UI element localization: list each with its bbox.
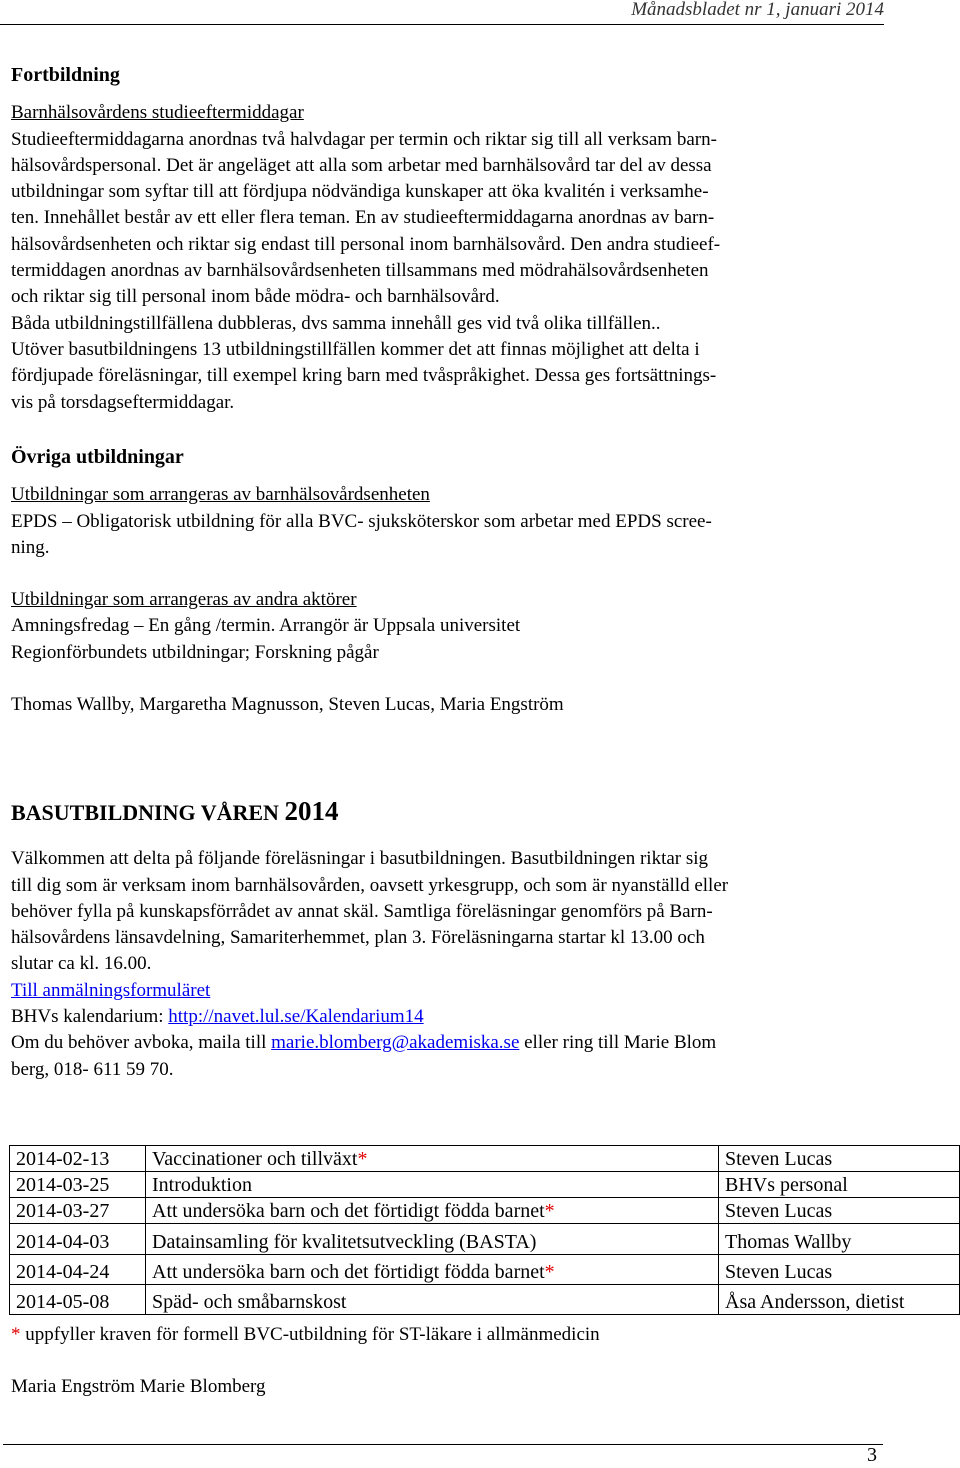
basutbildning-section bbox=[11, 798, 881, 1083]
basutbildning-line: till dig som är verksam inom barnhälsovården, oavsett yrkesgrupp, och som är nyanställd eller bbox=[11, 874, 729, 896]
footer-divider bbox=[3, 1444, 883, 1445]
requirement-star: * bbox=[544, 1261, 555, 1283]
footnote-text: uppfyller kraven för formell BVC-utbildning för ST-läkare i allmänmedicin bbox=[25, 1324, 600, 1345]
signature: Maria Engström Marie Blomberg bbox=[11, 1376, 266, 1398]
schedule-title-text: Datainsamling för kvalitetsutveckling (BASTA) bbox=[152, 1231, 537, 1253]
requirement-star: * bbox=[544, 1200, 555, 1222]
fortbildning-line: termiddagen anordnas av barnhälsovårdsenheten tillsammans med mödrahälsovårdsenheten bbox=[11, 260, 709, 282]
schedule-title bbox=[146, 1285, 719, 1315]
table-row bbox=[10, 1146, 960, 1172]
schedule-speaker: Åsa Andersson, dietist bbox=[719, 1285, 960, 1315]
schedule-title-text: Vaccinationer och tillväxt bbox=[152, 1148, 358, 1170]
fortbildning-line: hälsovårdsenheten och riktar sig endast till personal inom barnhälsovård. Den andra studieef- bbox=[11, 233, 721, 255]
calendar-link[interactable]: http://navet.lul.se/Kalendarium14 bbox=[168, 1006, 424, 1028]
fortbildning-heading: Fortbildning bbox=[11, 64, 120, 86]
fortbildning-line: hälsovårdspersonal. Det är angeläget att alla som arbetar med barnhälsovård tar del av dessa bbox=[11, 154, 712, 176]
schedule-title bbox=[146, 1172, 719, 1198]
requirement-star: * bbox=[357, 1148, 368, 1170]
schedule-title bbox=[146, 1255, 719, 1285]
basutbildning-line: slutar ca kl. 16.00. bbox=[11, 953, 152, 975]
schedule-speaker: BHVs personal bbox=[719, 1172, 960, 1198]
newsletter-title: Månadsbladet nr 1, januari 2014 bbox=[631, 0, 884, 20]
basutbildning-line: hälsovårdens länsavdelning, Samariterhemmet, plan 3. Föreläsningarna startar kl 13.00 och bbox=[11, 927, 705, 949]
schedule-title bbox=[146, 1198, 719, 1224]
contact-line-2: berg, 018- 611 59 70. bbox=[11, 1058, 174, 1080]
studieeftermiddagar-subheading: Barnhälsovårdens studieeftermiddagar bbox=[11, 102, 304, 124]
schedule-title-text: Späd- och småbarnskost bbox=[152, 1291, 347, 1313]
fortbildning-line: Utöver basutbildningens 13 utbildningstillfällen kommer det att finnas möjlighet att delta i bbox=[11, 338, 700, 360]
schedule-speaker: Steven Lucas bbox=[719, 1146, 960, 1172]
fortbildning-line: vis på torsdagseftermiddagar. bbox=[11, 391, 235, 413]
table-row bbox=[10, 1285, 960, 1315]
footnote-star: * bbox=[11, 1324, 21, 1345]
epds-line: ning. bbox=[11, 536, 50, 558]
table-row bbox=[10, 1172, 960, 1198]
schedule-title-text: Introduktion bbox=[152, 1174, 252, 1196]
table-row bbox=[10, 1255, 960, 1285]
basutbildning-line: Välkommen att delta på följande föreläsningar i basutbildningen. Basutbildningen riktar sig bbox=[11, 848, 709, 870]
schedule-date: 2014-04-24 bbox=[10, 1255, 146, 1285]
authors-line: Thomas Wallby, Margaretha Magnusson, Steven Lucas, Maria Engström bbox=[11, 694, 564, 716]
schedule-title bbox=[146, 1224, 719, 1255]
registration-form-link[interactable]: Till anmälningsformuläret bbox=[11, 979, 211, 1001]
contact-pre: Om du behöver avboka, maila till bbox=[11, 1032, 267, 1054]
fortbildning-line: ten. Innehållet består av ett eller flera teman. En av studieeftermiddagarna anordnas av barn- bbox=[11, 207, 715, 229]
schedule-date: 2014-02-13 bbox=[10, 1146, 146, 1172]
calendar-line bbox=[11, 1004, 881, 1030]
schedule-date: 2014-03-27 bbox=[10, 1198, 146, 1224]
calendar-label: BHVs kalendarium: bbox=[11, 1006, 164, 1028]
fortbildning-section bbox=[11, 62, 881, 416]
fortbildning-line: Båda utbildningstillfällena dubbleras, dvs samma innehåll ges vid två olika tillfällen.. bbox=[11, 312, 661, 334]
schedule-title-text: Att undersöka barn och det förtidigt födda barnet bbox=[152, 1261, 545, 1283]
other-actors-subheading: Utbildningar som arrangeras av andra aktörer bbox=[11, 589, 357, 611]
page-number: 3 bbox=[867, 1444, 877, 1466]
footnote bbox=[11, 1322, 881, 1348]
schedule-speaker: Steven Lucas bbox=[719, 1255, 960, 1285]
contact-post: eller ring till Marie Blom bbox=[524, 1032, 717, 1054]
page-header bbox=[0, 0, 884, 25]
basutbildning-heading-year: 2014 bbox=[284, 796, 339, 826]
schedule-date: 2014-05-08 bbox=[10, 1285, 146, 1315]
schedule-title bbox=[146, 1146, 719, 1172]
schedule-date: 2014-03-25 bbox=[10, 1172, 146, 1198]
schedule-speaker: Steven Lucas bbox=[719, 1198, 960, 1224]
schedule-title-text: Att undersöka barn och det förtidigt födda barnet bbox=[152, 1200, 545, 1222]
basutbildning-heading-text: BASUTBILDNING VÅREN bbox=[11, 800, 279, 825]
bhv-unit-subheading: Utbildningar som arrangeras av barnhälsovårdsenheten bbox=[11, 484, 430, 506]
contact-email-link[interactable]: marie.blomberg@akademiska.se bbox=[271, 1032, 520, 1054]
other-actors-line: Regionförbundets utbildningar; Forskning pågår bbox=[11, 641, 379, 663]
schedule-date: 2014-04-03 bbox=[10, 1224, 146, 1255]
ovriga-heading: Övriga utbildningar bbox=[11, 446, 184, 468]
fortbildning-body bbox=[11, 127, 881, 416]
fortbildning-line: utbildningar som syftar till att fördjupa nödvändiga kunskaper att öka kvalitén i verksamhe- bbox=[11, 181, 709, 203]
ovriga-section bbox=[11, 444, 881, 718]
basutbildning-line: behöver fylla på kunskapsförrådet av annat skäl. Samtliga föreläsningar genomförs på Barn- bbox=[11, 900, 713, 922]
footnote-section bbox=[11, 1322, 881, 1401]
basutbildning-heading bbox=[11, 798, 881, 826]
table-row bbox=[10, 1224, 960, 1255]
fortbildning-line: och riktar sig till personal inom både mödra- och barnhälsovård. bbox=[11, 286, 500, 308]
table-row bbox=[10, 1198, 960, 1224]
contact-line bbox=[11, 1030, 881, 1056]
other-actors-line: Amningsfredag – En gång /termin. Arrangör är Uppsala universitet bbox=[11, 615, 521, 637]
schedule-table bbox=[9, 1145, 960, 1315]
epds-line: EPDS – Obligatorisk utbildning för alla BVC- sjuksköterskor som arbetar med EPDS scree- bbox=[11, 510, 712, 532]
schedule-speaker: Thomas Wallby bbox=[719, 1224, 960, 1255]
fortbildning-line: fördjupade föreläsningar, till exempel kring barn med tvåspråkighet. Dessa ges fortsättnings- bbox=[11, 365, 717, 387]
fortbildning-line: Studieeftermiddagarna anordnas två halvdagar per termin och riktar sig till all verksam barn- bbox=[11, 128, 717, 150]
